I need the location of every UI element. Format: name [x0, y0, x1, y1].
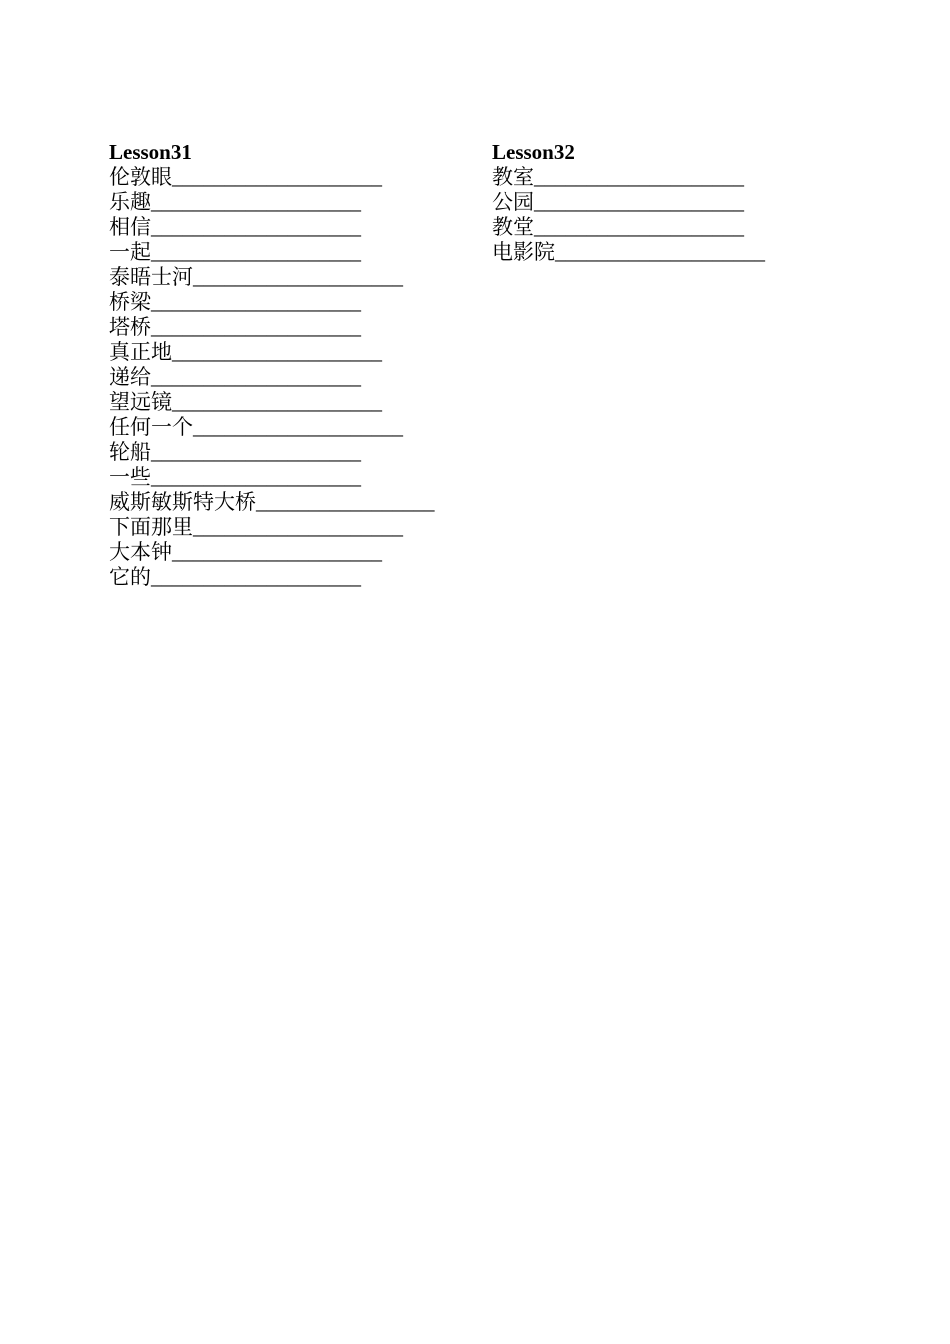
lesson32-column — [492, 140, 765, 265]
vocab-item: 电影院____________________ — [492, 240, 765, 264]
vocab-item: 下面那里____________________ — [109, 515, 403, 539]
vocab-item: 真正地____________________ — [109, 340, 382, 364]
vocab-item: 泰晤士河____________________ — [109, 265, 403, 289]
lesson32-heading: Lesson32 — [492, 140, 575, 164]
vocab-item: 它的____________________ — [109, 565, 361, 589]
lesson31-column — [109, 140, 435, 590]
vocab-item: 教堂____________________ — [492, 215, 744, 239]
vocab-item: 轮船____________________ — [109, 440, 361, 464]
vocab-item: 一些____________________ — [109, 465, 361, 489]
vocab-item: 威斯敏斯特大桥_________________ — [109, 490, 435, 514]
vocab-item: 教室____________________ — [492, 165, 744, 189]
vocab-item: 塔桥____________________ — [109, 315, 361, 339]
vocab-item: 乐趣____________________ — [109, 190, 361, 214]
vocab-item: 相信____________________ — [109, 215, 361, 239]
vocab-item: 公园____________________ — [492, 190, 744, 214]
lesson31-heading: Lesson31 — [109, 140, 192, 164]
vocab-item: 伦敦眼____________________ — [109, 165, 382, 189]
vocab-item: 递给____________________ — [109, 365, 361, 389]
vocab-item: 望远镜____________________ — [109, 390, 382, 414]
vocab-item: 任何一个____________________ — [109, 415, 403, 439]
vocab-item: 大本钟____________________ — [109, 540, 382, 564]
vocab-item: 桥梁____________________ — [109, 290, 361, 314]
vocab-item: 一起____________________ — [109, 240, 361, 264]
